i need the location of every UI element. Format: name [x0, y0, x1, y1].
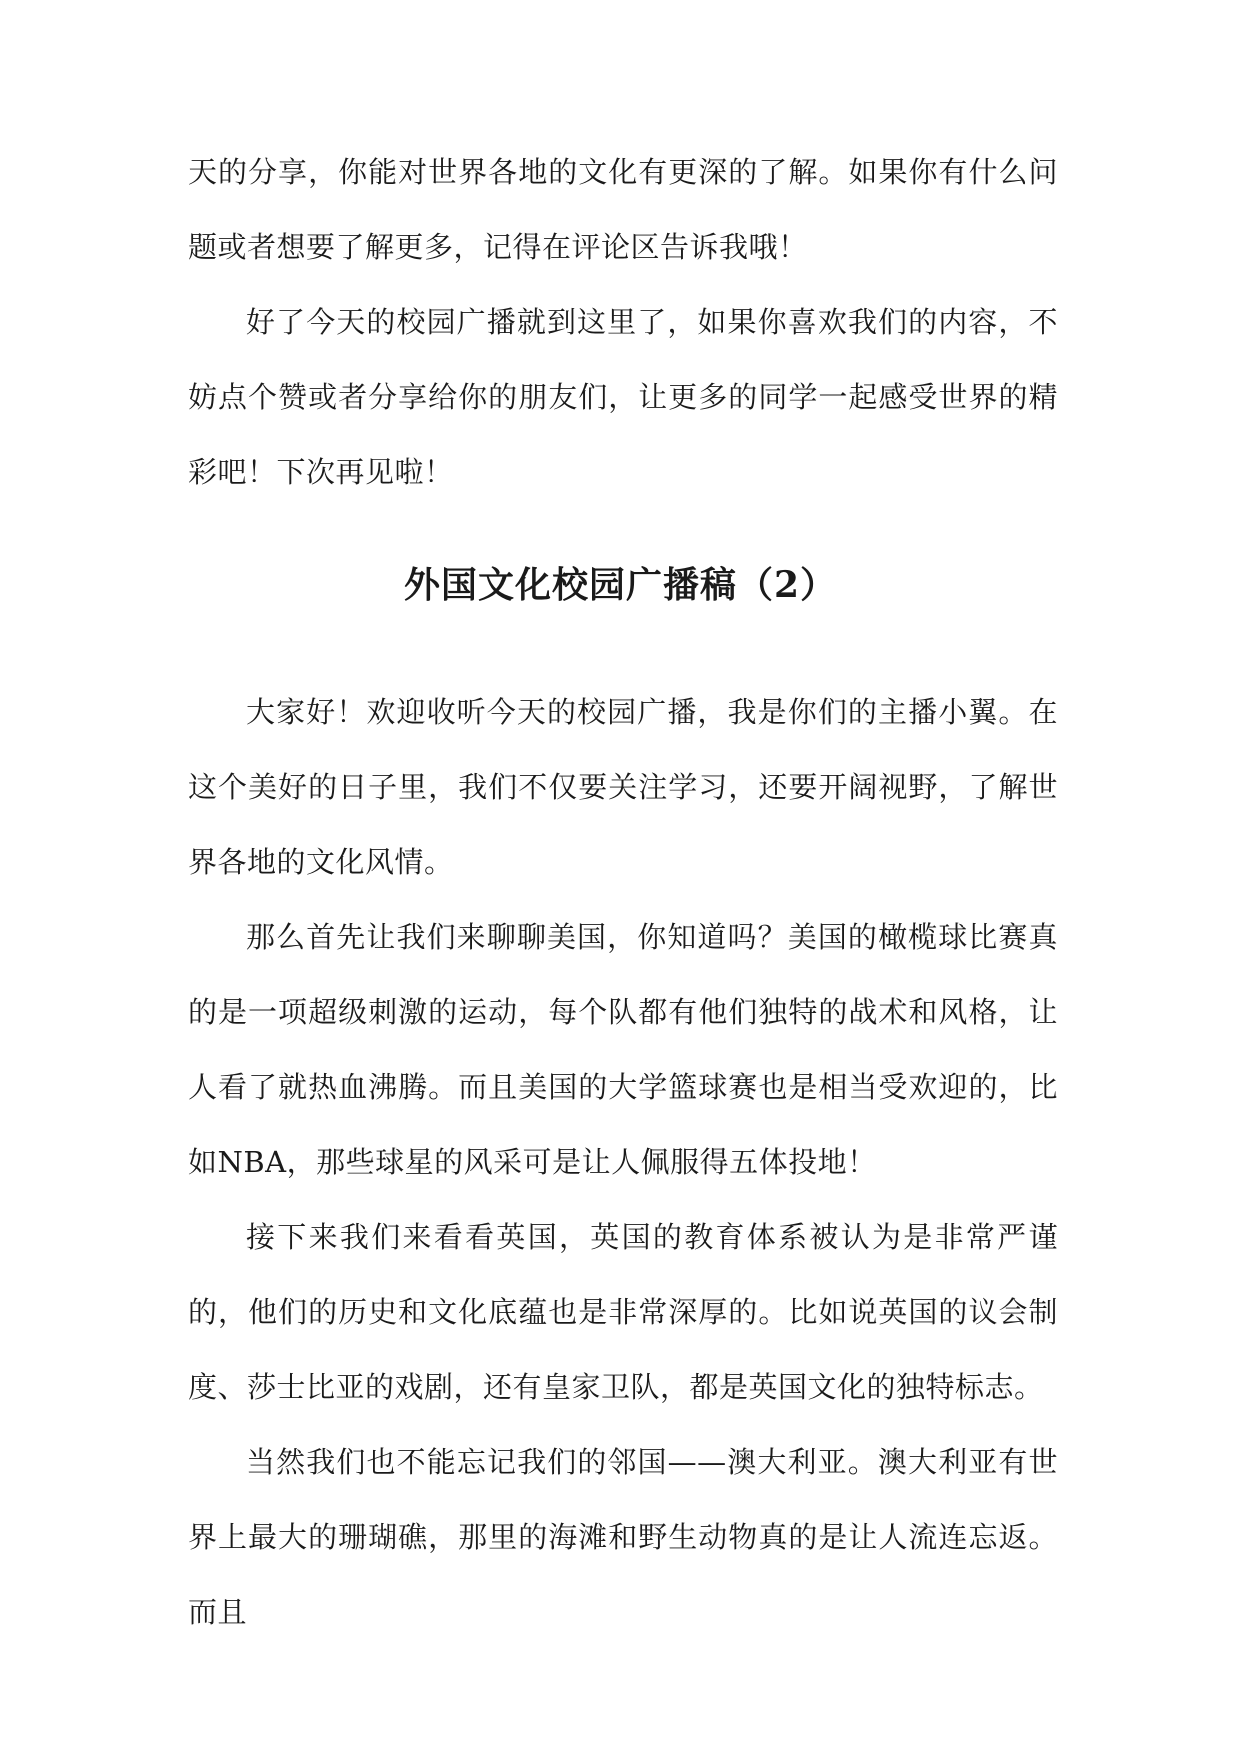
paragraph-usa: 那么首先让我们来聊聊美国，你知道吗？美国的橄榄球比赛真的是一项超级刺激的运动，每个队都有他们独特的战术和风格，让人看了就热血沸腾。而且美国的大学篮球赛也是相当受欢迎的，比如NBA，那些球星的风采可是让人佩服得五体投地！ — [188, 920, 1058, 1179]
paragraph-continuation: 天的分享，你能对世界各地的文化有更深的了解。如果你有什么问题或者想要了解更多，记得在评论区告诉我哦！ — [188, 155, 1058, 264]
paragraph-australia: 当然我们也不能忘记我们的邻国——澳大利亚。澳大利亚有世界上最大的珊瑚礁，那里的海滩和野生动物真的是让人流连忘返。而且 — [188, 1445, 1058, 1629]
section2-body — [188, 675, 1058, 1650]
paragraph-intro: 大家好！欢迎收听今天的校园广播，我是你们的主播小翼。在这个美好的日子里，我们不仅要关注学习，还要开阔视野，了解世界各地的文化风情。 — [188, 695, 1058, 879]
paragraph-uk: 接下来我们来看看英国，英国的教育体系被认为是非常严谨的，他们的历史和文化底蕴也是非常深厚的。比如说英国的议会制度、莎士比亚的戏剧，还有皇家卫队，都是英国文化的独特标志。 — [188, 1220, 1058, 1404]
paragraph-closing: 好了今天的校园广播就到这里了，如果你喜欢我们的内容，不妨点个赞或者分享给你的朋友们，让更多的同学一起感受世界的精彩吧！下次再见啦！ — [188, 305, 1058, 489]
section1-body — [188, 135, 1058, 510]
section-title: 外国文化校园广播稿（2） — [403, 564, 838, 606]
